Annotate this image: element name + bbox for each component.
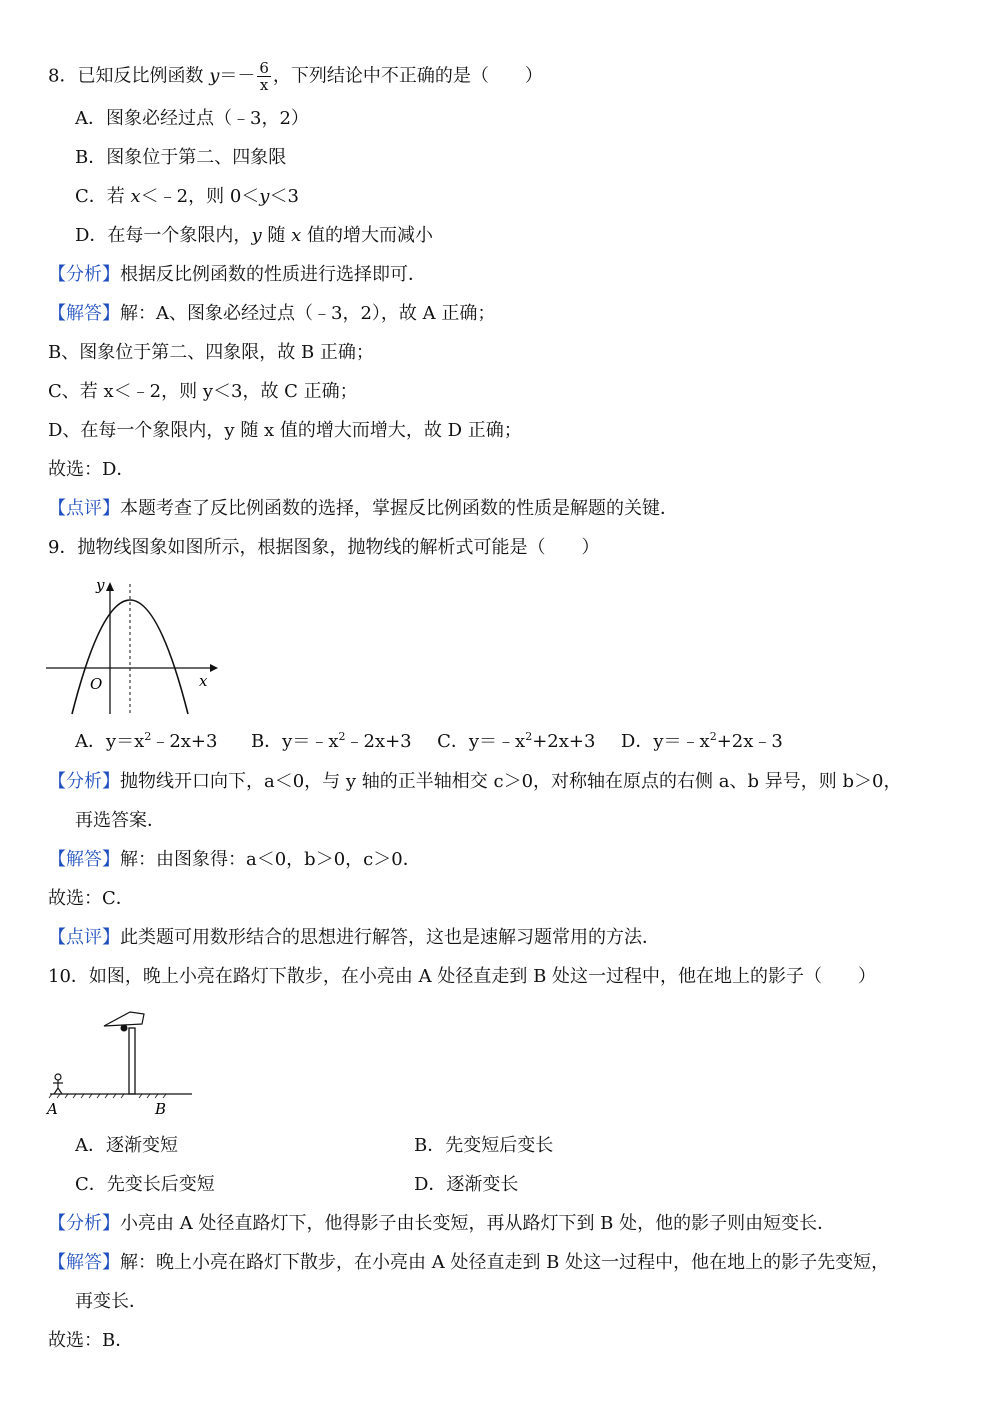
q8-option-d-prefix: D．在每一个象限内， [75, 225, 252, 246]
q8-option-d [75, 224, 433, 248]
q9-option-a-expr: y＝x [106, 731, 145, 752]
q8-answer [48, 302, 495, 326]
q8-fraction [257, 60, 271, 93]
q9-analysis-line-2: 再选答案． [75, 810, 165, 831]
parabola-figure [44, 576, 222, 716]
q8-fraction-denominator: x [259, 76, 269, 94]
lamp-bulb [121, 1025, 128, 1032]
q10-answer [48, 1251, 889, 1275]
q9-option-d [621, 731, 783, 752]
q8-stem-suffix: ，下列结论中不正确的是（ ） [272, 65, 543, 87]
q8-stem [48, 60, 543, 93]
q8-answer-tag: 【解答】 [48, 303, 120, 324]
q8-option-c-suffix: ＜3 [269, 186, 299, 207]
q9-analysis-tag: 【分析】 [48, 771, 120, 792]
q9-option-c [437, 731, 595, 752]
q10-option-b: B．先变短后变长 [414, 1135, 554, 1156]
q8-option-d-suffix: 值的增大而减小 [301, 225, 433, 246]
q9-options [75, 730, 783, 754]
q8-option-c [75, 185, 299, 209]
fig-y-label: y [96, 576, 105, 594]
q10-option-c: C．先变长后变短 [75, 1174, 215, 1195]
q8-answer-line-3: C、若 x＜﹣2，则 y＜3，故 C 正确； [48, 381, 358, 402]
q9-comment-text: 此类题可用数形结合的思想进行解答，这也是速解习题常用的方法． [120, 927, 660, 948]
q9-option-b-label: B． [250, 731, 283, 752]
q10-answer-tag: 【解答】 [48, 1252, 120, 1273]
streetlight-figure [44, 1006, 204, 1118]
q10-option-d: D．逐渐变长 [414, 1174, 519, 1195]
fig-origin-label: O [90, 675, 103, 693]
q8-option-a: A．图象必经过点（﹣3，2） [75, 108, 309, 129]
fig-point-b-label: B [155, 1100, 167, 1118]
y-axis-arrow [106, 582, 114, 591]
q8-option-c-x: x [130, 186, 141, 207]
q10-answer-line-3: 故选：B． [48, 1330, 134, 1351]
q8-stem-y: y [209, 65, 220, 87]
lamp-post [129, 1028, 135, 1094]
q10-option-a: A．逐渐变短 [75, 1135, 178, 1156]
q9-option-c-expr-rest: +2x+3 [532, 731, 596, 752]
q9-option-d-exponent: 2 [709, 730, 717, 743]
x-axis-arrow [210, 664, 218, 672]
q8-option-d-y: y [251, 225, 262, 246]
q8-comment-tag: 【点评】 [48, 498, 120, 519]
q9-comment [48, 926, 660, 950]
q9-answer-line-1: 解：由图象得：a＜0，b＞0，c＞0． [120, 849, 421, 870]
q9-option-d-label: D． [620, 731, 654, 752]
q9-answer-line-2: 故选：C． [48, 888, 134, 909]
q8-comment [48, 497, 678, 521]
fig-x-label: x [199, 672, 208, 690]
q10-analysis [48, 1212, 835, 1236]
q10-analysis-tag: 【分析】 [48, 1213, 120, 1234]
q8-answer-line-1: 解：A、图象必经过点（﹣3，2），故 A 正确； [120, 303, 496, 324]
q8-analysis [48, 263, 426, 287]
lamp-head [104, 1012, 144, 1026]
q9-option-c-exponent: 2 [525, 730, 533, 743]
q8-answer-line-4: D、在每一个象限内，y 随 x 值的增大而增大，故 D 正确； [48, 420, 522, 441]
q9-comment-tag: 【点评】 [48, 927, 120, 948]
q8-option-c-y: y [259, 186, 270, 207]
q8-answer-line-2: B、图象位于第二、四象限，故 B 正确； [48, 342, 374, 363]
q9-option-a [75, 731, 217, 752]
q9-option-a-label: A． [75, 731, 106, 752]
q9-option-b [251, 731, 412, 752]
q10-stem: 10．如图，晚上小亮在路灯下散步，在小亮由 A 处径直走到 B 处这一过程中，他在地上的影子（ ） [48, 966, 877, 987]
q9-answer [48, 848, 421, 872]
q9-analysis-line-1: 抛物线开口向下，a＜0，与 y 轴的正半轴相交 c＞0，对称轴在原点的右侧 a、b 异号，则 b＞0， [120, 771, 902, 792]
q10-answer-line-2: 再变长． [75, 1291, 147, 1312]
q9-answer-tag: 【解答】 [48, 849, 120, 870]
q9-option-b-expr-rest: ﹣2x+3 [345, 731, 412, 752]
q8-option-c-middle: ＜﹣2，则 0＜ [140, 186, 260, 207]
q9-option-c-expr: y＝﹣x [468, 731, 526, 752]
fig-point-a-label: A [47, 1100, 58, 1118]
q8-option-d-middle: 随 [261, 225, 292, 246]
q8-answer-line-5: 故选：D． [48, 459, 135, 480]
q8-comment-text: 本题考查了反比例函数的选择，掌握反比例函数的性质是解题的关键． [120, 498, 678, 519]
q9-option-d-expr: y＝﹣x [653, 731, 710, 752]
q9-option-b-exponent: 2 [338, 730, 346, 743]
q9-option-d-expr-rest: +2x﹣3 [716, 731, 783, 752]
q9-option-c-label: C． [437, 731, 469, 752]
q8-option-c-prefix: C．若 [75, 186, 131, 207]
q8-analysis-tag: 【分析】 [48, 264, 120, 285]
q9-option-b-expr: y＝﹣x [282, 731, 339, 752]
q9-stem: 9．抛物线图象如图所示，根据图象，抛物线的解析式可能是（ ） [48, 537, 600, 558]
q8-option-b: B．图象位于第二、四象限 [75, 147, 287, 168]
q9-option-a-exponent: 2 [144, 730, 152, 743]
q8-stem-prefix: 8．已知反比例函数 [48, 65, 210, 87]
q8-option-d-x: x [291, 225, 302, 246]
q8-fraction-numerator: 6 [259, 59, 269, 77]
q8-stem-equals: ＝－ [219, 65, 256, 87]
q9-analysis [48, 770, 901, 794]
q10-analysis-text: 小亮由 A 处径直路灯下，他得影子由长变短，再从路灯下到 B 处，他的影子则由短变长． [120, 1213, 836, 1234]
q8-analysis-text: 根据反比例函数的性质进行选择即可． [120, 264, 426, 285]
person-icon [53, 1074, 63, 1094]
q9-option-a-expr-rest: ﹣2x+3 [151, 731, 218, 752]
q10-answer-line-1: 解：晚上小亮在路灯下散步，在小亮由 A 处径直走到 B 处这一过程中，他在地上的影子先变短， [120, 1252, 890, 1273]
